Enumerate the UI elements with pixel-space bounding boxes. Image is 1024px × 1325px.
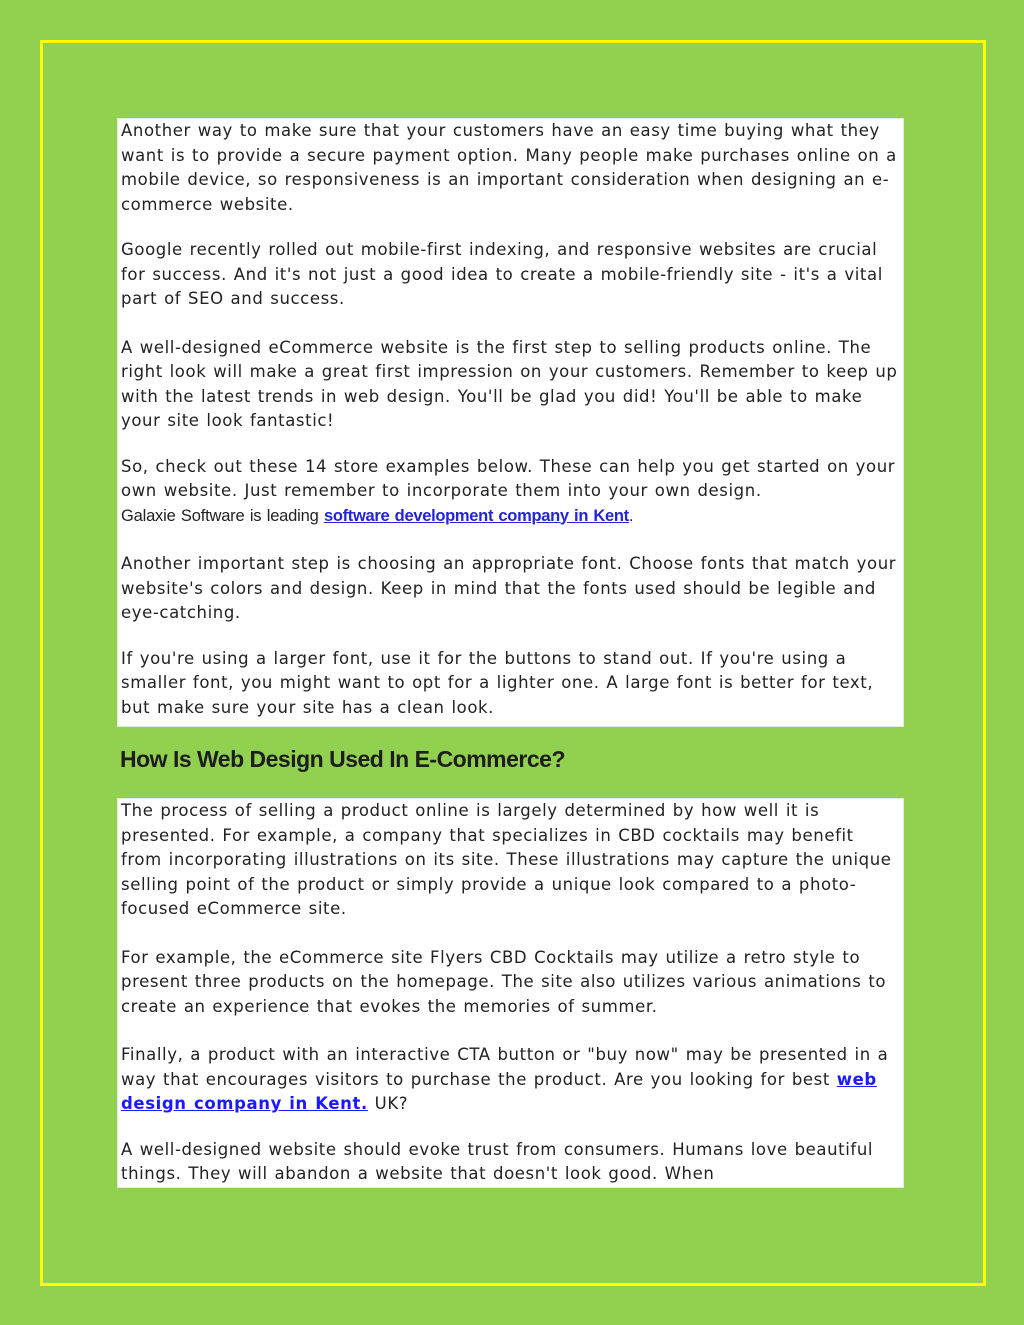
paragraph-trust: A well-designed website should evoke trust from consumers. Humans love beautiful things. They will abandon a website that doesn't look good. When xyxy=(121,1139,874,1183)
store-examples-text: So, check out these 14 store examples below. These can help you get started on your own website. Just remember to incorporate them into your own design. xyxy=(121,456,896,500)
paragraph-store-examples xyxy=(121,455,900,529)
web-design-link[interactable]: web design company in Kent. xyxy=(121,1069,877,1113)
paragraph-flyers-example: For example, the eCommerce site Flyers CBD Cocktails may utilize a retro style to present three products on the homepage. The site also utilizes various animations to create an experience that evokes the memories of summer. xyxy=(121,947,887,1016)
paragraph-cta xyxy=(121,1043,900,1117)
paragraph-mobile-first: Google recently rolled out mobile-first indexing, and responsive websites are crucial for success. And it's not just a good idea to create a mobile-friendly site - it's a vital part of SEO and success. xyxy=(121,240,883,308)
paragraph-secure-payment: Another way to make sure that your customers have an easy time buying what they want is to provide a secure payment option. Many people make purchases online on a mobile device, so responsiveness is an important consideration when designing an e-commerce website. xyxy=(121,121,897,214)
paragraph-font-choice: Another important step is choosing an appropriate font. Choose fonts that match your website's colors and design. Keep in mind that the fonts used should be legible and eye-catching. xyxy=(121,554,897,622)
paragraph-selling-online: The process of selling a product online is largely determined by how well it is presented. For example, a company that specializes in CBD cocktails may benefit from incorporating illustrations on its site. These illustrations may capture the unique selling point of the product or simply provide a unique look compared to a photo-focused eCommerce site. xyxy=(121,801,892,918)
section-heading: How Is Web Design Used In E-Commerce? xyxy=(120,746,566,772)
galaxie-prefix: Galaxie Software is leading xyxy=(121,506,324,525)
cta-text: Finally, a product with an interactive CTA button or "buy now" may be presented in a way that encourages visitors to purchase the product. Are you looking for best xyxy=(121,1045,889,1089)
paragraph-font-size: If you're using a larger font, use it for the buttons to stand out. If you're using a smaller font, you might want to opt for a lighter one. A large font is better for text, but make sure your site has a clean look. xyxy=(121,648,874,717)
software-development-link[interactable]: software development company in Kent xyxy=(323,506,629,525)
cta-suffix: UK? xyxy=(367,1094,409,1113)
text-panel-bottom xyxy=(117,798,904,1188)
galaxie-suffix: . xyxy=(628,506,634,525)
text-panel-top xyxy=(117,118,904,727)
paragraph-well-designed: A well-designed eCommerce website is the first step to selling products online. The right look will make a great first impression on your customers. Remember to keep up with the latest trends in web design. You'll be glad you did! You'll be able to make your site look fantastic! xyxy=(121,337,898,430)
